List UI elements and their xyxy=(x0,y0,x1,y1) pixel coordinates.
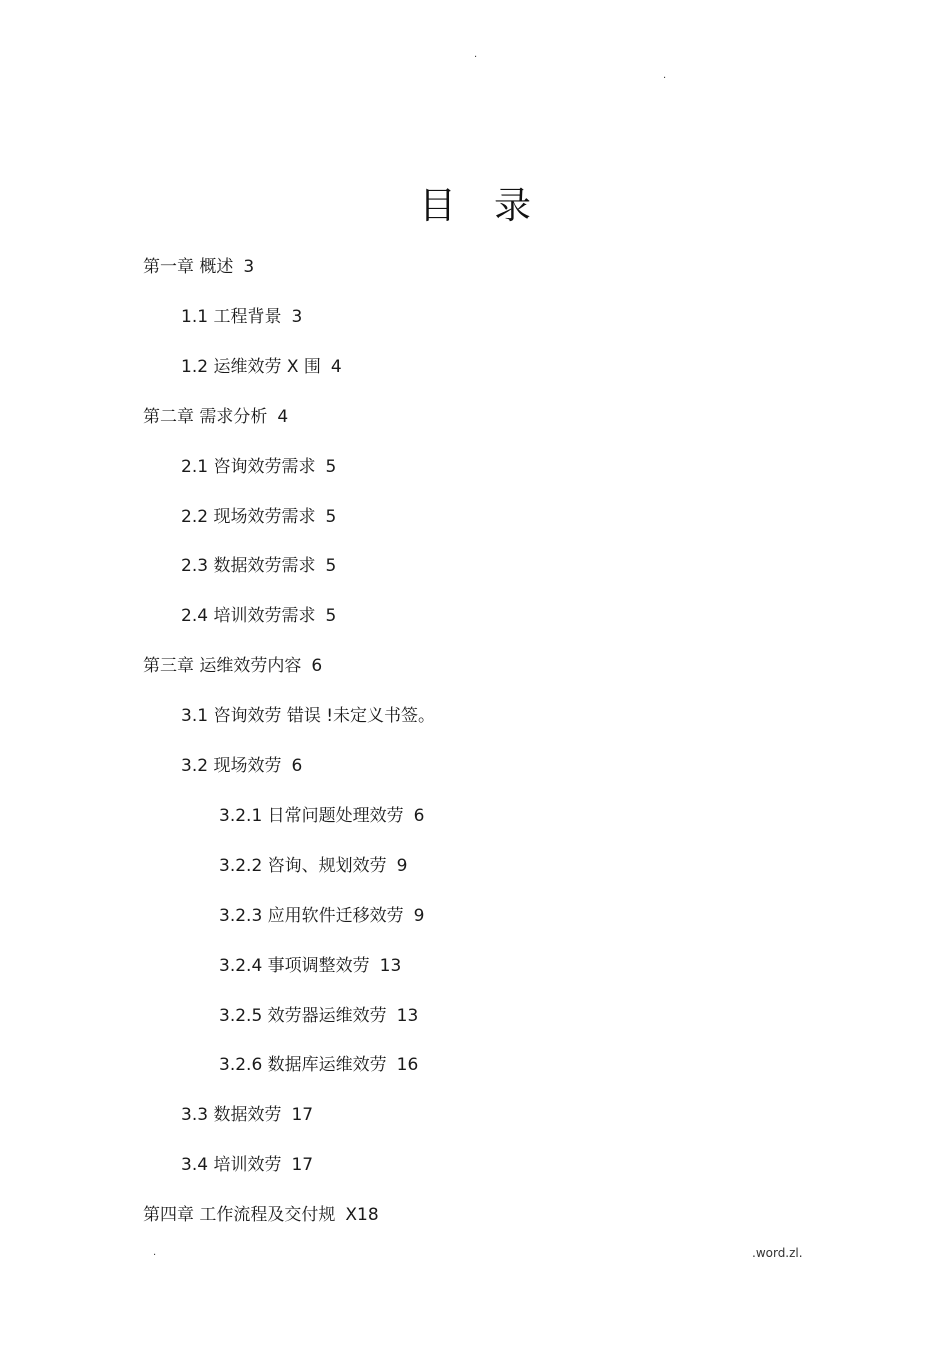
toc-entry-page: 5 xyxy=(325,507,337,527)
toc-entry-page: 3 xyxy=(243,257,255,277)
toc-entry-page: 6 xyxy=(413,806,425,826)
toc-entry-label: 第四章 工作流程及交付规 xyxy=(143,1205,336,1225)
toc-entry-label: 1.2 运维效劳 X 围 xyxy=(181,357,321,377)
toc-entry-page: X18 xyxy=(345,1205,379,1225)
toc-entry-label: 第一章 概述 xyxy=(143,257,234,277)
toc-entry[interactable] xyxy=(143,655,322,677)
toc-entry-page: 17 xyxy=(291,1105,314,1125)
toc-entry[interactable] xyxy=(181,306,302,328)
toc-entry[interactable] xyxy=(181,705,445,727)
toc-entry[interactable] xyxy=(181,456,336,478)
toc-entry-label: 3.2.5 效劳器运维效劳 xyxy=(219,1006,387,1026)
toc-entry-label: 3.2.3 应用软件迁移效劳 xyxy=(219,906,404,926)
toc-entry-page: 4 xyxy=(330,357,342,377)
toc-entry-label: 3.3 数据效劳 xyxy=(181,1105,282,1125)
toc-entry[interactable] xyxy=(219,1005,418,1027)
header-mark: . xyxy=(663,70,667,81)
toc-entry-page: 6 xyxy=(291,756,303,776)
toc-entry-label: 3.2.1 日常问题处理效劳 xyxy=(219,806,404,826)
toc-entry-page: 9 xyxy=(396,856,408,876)
toc-entry-page: 5 xyxy=(325,556,337,576)
toc-entry-label: 1.1 工程背景 xyxy=(181,307,282,327)
toc-entry-label: 第三章 运维效劳内容 xyxy=(143,656,302,676)
footer-mark: . xyxy=(153,1247,157,1258)
toc-entry[interactable] xyxy=(181,605,336,627)
toc-entry-page: 5 xyxy=(325,606,337,626)
toc-entry[interactable] xyxy=(219,855,408,877)
toc-entry-label: 3.2 现场效劳 xyxy=(181,756,282,776)
toc-entry-label: 3.4 培训效劳 xyxy=(181,1155,282,1175)
toc-entry[interactable] xyxy=(219,1054,418,1076)
footer-brand: .word.zl. xyxy=(752,1246,803,1260)
toc-entry-label: 2.3 数据效劳需求 xyxy=(181,556,316,576)
toc-entry[interactable] xyxy=(181,356,342,378)
toc-entry-label: 2.2 现场效劳需求 xyxy=(181,507,316,527)
toc-entry-label: 3.2.2 咨询、规划效劳 xyxy=(219,856,387,876)
toc-entry[interactable] xyxy=(219,905,425,927)
toc-entry[interactable] xyxy=(143,1204,379,1226)
toc-entry-label: 2.1 咨询效劳需求 xyxy=(181,457,316,477)
toc-entry-page: 16 xyxy=(396,1055,419,1075)
toc-entry-page: 13 xyxy=(396,1006,419,1026)
toc-entry-page: 3 xyxy=(291,307,303,327)
toc-entry[interactable] xyxy=(219,955,401,977)
toc-entry-page: 5 xyxy=(325,457,337,477)
toc-entry[interactable] xyxy=(143,256,254,278)
toc-entry[interactable] xyxy=(181,555,336,577)
toc-entry-label: 3.1 咨询效劳 错误 !未定义书签。 xyxy=(181,706,436,726)
header-mark: . xyxy=(474,49,478,60)
toc-entry-label: 2.4 培训效劳需求 xyxy=(181,606,316,626)
toc-entry[interactable] xyxy=(143,406,288,428)
toc-entry[interactable] xyxy=(181,1104,313,1126)
toc-entry-page: 13 xyxy=(379,956,402,976)
toc-entry-page: 6 xyxy=(311,656,323,676)
toc-entry[interactable] xyxy=(181,506,336,528)
toc-entry-page: 9 xyxy=(413,906,425,926)
toc-entry-page: 17 xyxy=(291,1155,314,1175)
toc-entry-page: 4 xyxy=(277,407,289,427)
toc-entry[interactable] xyxy=(219,805,425,827)
toc-entry[interactable] xyxy=(181,755,302,777)
toc-entry-label: 第二章 需求分析 xyxy=(143,407,268,427)
toc-entry[interactable] xyxy=(181,1154,313,1176)
toc-entry-label: 3.2.6 数据库运维效劳 xyxy=(219,1055,387,1075)
toc-entry-label: 3.2.4 事项调整效劳 xyxy=(219,956,370,976)
toc-title: 目录 xyxy=(419,184,569,227)
